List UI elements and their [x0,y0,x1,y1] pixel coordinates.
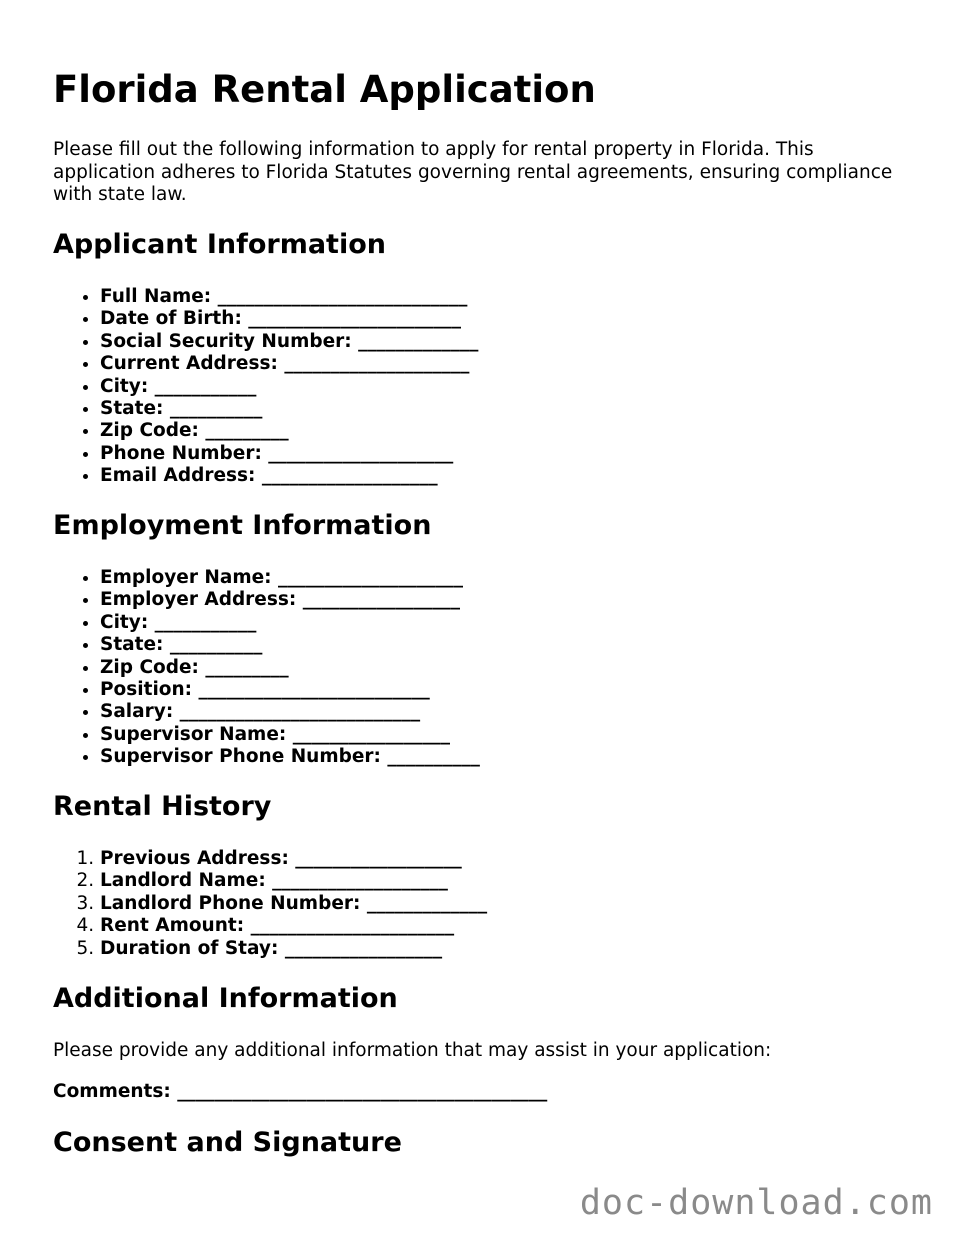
applicant-zip-code: • Zip Code: _________ [100,420,478,442]
applicant-date-of-birth: • Date of Birth: _______________________ [100,308,478,330]
employment-salary: • Salary: __________________________ [100,701,480,723]
additional-heading: Additional Information [53,983,398,1014]
applicant-phone-number: • Phone Number: ____________________ [100,443,478,465]
additional-text: Please provide any additional information that may assist in your application: [53,1040,772,1061]
employment-list [53,567,480,769]
employment-heading: Employment Information [53,510,432,541]
rental-history-list [53,848,487,960]
applicant-list [53,286,478,488]
rental-history-heading: Rental History [53,791,272,822]
consent-heading: Consent and Signature [53,1127,402,1158]
employer-name: • Employer Name: ____________________ [100,567,480,589]
employer-city: • City: ___________ [100,612,480,634]
applicant-city: • City: ___________ [100,376,478,398]
employer-address: • Employer Address: _________________ [100,589,480,611]
applicant-email-address: • Email Address: ___________________ [100,465,478,487]
employer-zip-code: • Zip Code: _________ [100,657,480,679]
employer-state: • State: __________ [100,634,480,656]
applicant-heading: Applicant Information [53,229,386,260]
duration-of-stay: 5. Duration of Stay: _________________ [100,938,487,960]
landlord-name: 2. Landlord Name: ___________________ [100,870,487,892]
watermark: doc-download.com [579,1183,933,1223]
previous-address: 1. Previous Address: __________________ [100,848,487,870]
applicant-full-name: • Full Name: ___________________________ [100,286,478,308]
landlord-phone-number: 3. Landlord Phone Number: _____________ [100,893,487,915]
applicant-state: • State: __________ [100,398,478,420]
applicant-current-address: • Current Address: ____________________ [100,353,478,375]
comments-line: Comments: ________________________________________ [53,1081,548,1102]
supervisor-name: • Supervisor Name: _________________ [100,724,480,746]
intro-paragraph: Please fill out the following information to apply for rental property in Florida. This application adheres to Florida Statutes governing rental agreements, ensuring compliance with state law. [53,139,893,205]
page-title: Florida Rental Application [53,68,596,111]
applicant-ssn: • Social Security Number: _____________ [100,331,478,353]
supervisor-phone-number: • Supervisor Phone Number: __________ [100,746,480,768]
employment-position: • Position: _________________________ [100,679,480,701]
rent-amount: 4. Rent Amount: ______________________ [100,915,487,937]
